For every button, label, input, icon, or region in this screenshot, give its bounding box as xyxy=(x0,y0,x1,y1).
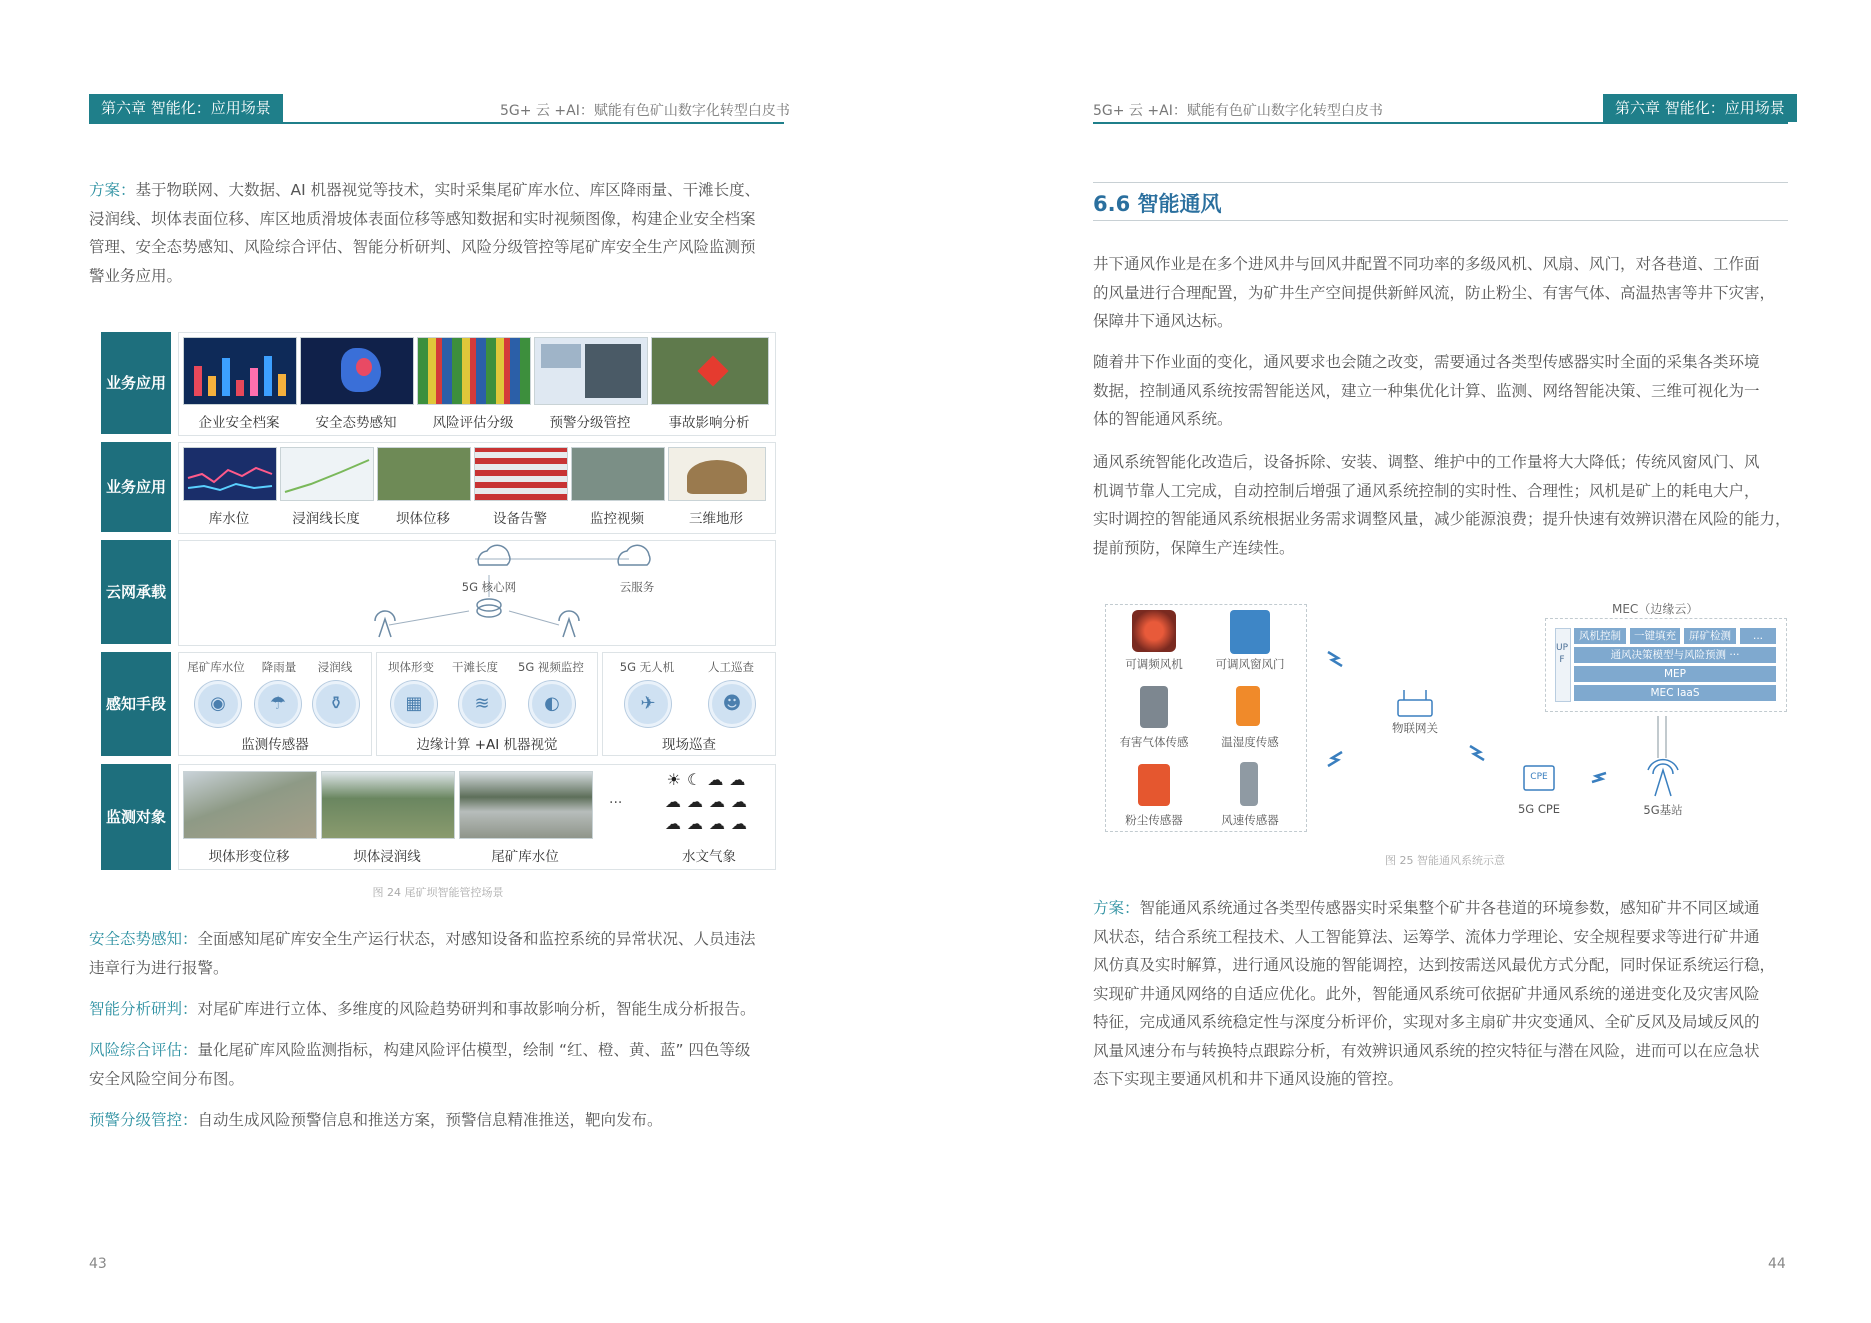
sense-group-sensors: 尾矿库水位 降雨量 浸润线 ◉ ☂ ⚱ 监测传感器 xyxy=(178,652,372,756)
right-para-2: 随着井下作业面的变化，通风要求也会随之改变，需要通过各类型传感器实时全面的采集各类环境 数据，控制通风系统按需智能送风，建立一种集优化计算、监测、网络智能决策、三维可视化为一 体的智能通风系统。 xyxy=(1093,353,1760,428)
beach-length-icon: ≋ xyxy=(459,681,505,727)
left-header-rule xyxy=(89,122,784,124)
thumb-video xyxy=(571,447,665,501)
thumb-situation xyxy=(300,337,414,405)
row-sensing xyxy=(178,652,774,756)
water-level-sensor-icon: ◉ xyxy=(195,681,241,727)
label-5g-core: 5G 核心网 xyxy=(461,580,517,594)
band-sensing: 感知手段 xyxy=(101,652,171,756)
mec-title: MEC（边缘云） xyxy=(1612,602,1699,616)
sense-group-patrol: 5G 无人机 人工巡查 ✈ ☻ 现场巡查 xyxy=(602,652,776,756)
right-para-1: 井下通风作业是在多个进风井与回风井配置不同功率的多级风机、风扇、风门，对各巷道、工作面 的风量进行合理配置，为矿井生产空间提供新鲜风流，防止粉尘、有害气体、高温热害等井下灾害， 保障井下通风达标。 xyxy=(1093,255,1776,330)
row-objects: ... ☀☾☁☁ ☁☁☁☁ ☁☁☁☁ 坝体形变位移 坝体浸润线 尾矿库水位 水文气象 xyxy=(178,764,776,870)
camera-icon: ◐ xyxy=(529,681,575,727)
right-chapter-tag: 第六章 智能化：应用场景 xyxy=(1603,94,1797,122)
label-cloud-service: 云服务 xyxy=(619,580,655,594)
right-page-number: 44 xyxy=(1768,1256,1786,1272)
figure-24-caption: 图 24 尾矿坝智能管控场景 xyxy=(372,886,504,899)
cap-video: 监控视频 xyxy=(590,511,644,527)
cap-warning-control: 预警分级管控 xyxy=(549,415,631,431)
row-business-data xyxy=(178,442,776,534)
inspector-icon: ☻ xyxy=(709,681,755,727)
cap-risk-assessment: 风险评估分级 xyxy=(432,415,514,431)
thumb-water-level xyxy=(183,447,277,501)
right-para-3: 通风系统智能化改造后，设备拆除、安装、调整、维护中的工作量将大大降低；传统风窗风门、风 机调节靠人工完成，自动控制后增强了通风系统控制的实时性、合理性；风机是矿上的耗电大户， 实时调控的智能通风系统根据业务需求调整风量，减少能源浪费；提升快速有效辨识潜在风险的能力， 提前预防，保障生产连续性。 xyxy=(1093,453,1791,557)
section-title: 6.6 智能通风 xyxy=(1093,192,1222,216)
thumb-dam-displacement xyxy=(377,447,471,501)
block-warning: 预警分级管控：自动生成风险预警信息和推送方案，预警信息精准推送，靶向发布。 xyxy=(89,1111,663,1129)
photo-tailings-pond xyxy=(459,771,593,839)
band-objects: 监测对象 xyxy=(101,764,171,870)
thumb-accident-map xyxy=(651,337,769,405)
thumb-seepage xyxy=(280,447,374,501)
row-network xyxy=(178,540,776,646)
thumb-risk-grade xyxy=(417,337,531,405)
cpe-label: 5G CPE xyxy=(1517,802,1561,816)
seepage-sensor-icon: ⚱ xyxy=(313,681,359,727)
photo-dam-slope xyxy=(183,771,317,839)
cpe-icon-label: CPE xyxy=(1530,772,1548,782)
section-rule-bottom xyxy=(1093,220,1788,221)
thumb-terrain xyxy=(668,447,766,501)
cap-enterprise-archive: 企业安全档案 xyxy=(198,415,280,431)
gateway-label: 物联网关 xyxy=(1392,721,1438,735)
intro-label: 方案： xyxy=(89,181,136,199)
band-business-1: 业务应用 xyxy=(101,332,171,434)
photo-dam-seepage xyxy=(321,771,455,839)
thumb-dashboard xyxy=(183,337,297,405)
row-business-apps xyxy=(178,332,776,436)
band-network: 云网承载 xyxy=(101,540,171,644)
cap-device-alarm: 设备告警 xyxy=(493,511,547,527)
cap-terrain: 三维地形 xyxy=(689,511,743,527)
base-station-label: 5G基站 xyxy=(1643,803,1683,817)
left-chapter-tag: 第六章 智能化：应用场景 xyxy=(89,94,283,122)
right-header-rule xyxy=(1093,122,1788,124)
cap-water-level: 库水位 xyxy=(208,511,250,527)
deformation-icon: ▦ xyxy=(391,681,437,727)
cap-accident-analysis: 事故影响分析 xyxy=(668,415,750,431)
rain-gauge-icon: ☂ xyxy=(255,681,301,727)
sense-group-edge-ai: 坝体形变 干滩长度 5G 视频监控 ▦ ≋ ◐ 边缘计算 +AI 机器视觉 xyxy=(376,652,598,756)
figure-24 xyxy=(98,330,778,870)
figure-25-caption: 图 25 智能通风系统示意 xyxy=(1385,854,1505,867)
cap-dam-displacement: 坝体位移 xyxy=(396,511,450,527)
cap-situation-awareness: 安全态势感知 xyxy=(315,415,397,431)
left-header-title: 5G+ 云 +AI：赋能有色矿山数字化转型白皮书 xyxy=(500,103,790,119)
figure-25: 可调频风机 可调风窗风门 有害气体传感 温湿度传感 粉尘传感器 风速传感器 物联网关 CPE 5G CPE 5G基站 MEC（边缘云） UPF 风机控制 一键填充 屏矿检测 ... 通风决策模型与风险预测 ··· MEP MEC IaaS xyxy=(1100,596,1790,836)
upf-label: UPF xyxy=(1555,643,1568,665)
cap-seepage-length: 浸润线长度 xyxy=(292,511,360,527)
left-page-number: 43 xyxy=(89,1256,107,1272)
section-rule-top xyxy=(1093,182,1788,183)
block-assessment: 风险综合评估：量化尾矿库风险监测指标，构建风险评估模型，绘制 “红、橙、黄、蓝” 四色等级 安全风险空间分布图。 xyxy=(89,1041,751,1088)
drone-icon: ✈ xyxy=(625,681,671,727)
thumb-warning xyxy=(534,337,648,405)
block-analysis: 智能分析研判：对尾矿库进行立体、多维度的风险趋势研判和事故影响分析，智能生成分析报告。 xyxy=(89,1000,756,1018)
right-plan: 方案：智能通风系统通过各类型传感器实时采集整个矿井各巷道的环境参数，感知矿井不同区域通 风状态，结合系统工程技术、人工智能算法、运筹学、流体力学理论、安全规程要求等进行矿井通 风仿真及实时解算，进行通风设施的智能调控，达到按需送风最优方式分配，同时保证系统运行稳， 实现矿井通风网络的自适应优化。此外，智能通风系统可依据矿井通风系统的递进变化及灾害风险 特征，完成通风系统稳定性与深度分析评价，实现对多主扇矿井灾变通风、全矿反风及局域反风的 风量风速分布与转换特点跟踪分析，有效辨识通风系统的控灾特征与潜在风险，进而可以在应急状 态下实现主要通风机和井下通风设施的管控。 xyxy=(1093,899,1776,1088)
weather-icons: ☀☾☁☁ ☁☁☁☁ ☁☁☁☁ xyxy=(665,770,753,833)
block-situation: 安全态势感知：全面感知尾矿库安全生产运行状态，对感知设备和监控系统的异常状况、人员违法 违章行为进行报警。 xyxy=(89,930,756,977)
objects-ellipsis: ... xyxy=(609,791,623,807)
thumb-device-alarm xyxy=(474,447,568,501)
left-intro: 方案：基于物联网、大数据、AI 机器视觉等技术，实时采集尾矿库水位、库区降雨量、干滩长度、 浸润线、坝体表面位移、库区地质滑坡体表面位移等感知数据和实时视频图像，构建企业安全档案 管理、安全态势感知、风险综合评估、智能分析研判、风险分级管控等尾矿库安全生产风险监测预 警业务应用。 xyxy=(89,181,761,285)
band-business-2: 业务应用 xyxy=(101,442,171,532)
right-header-title: 5G+ 云 +AI：赋能有色矿山数字化转型白皮书 xyxy=(1093,103,1383,119)
